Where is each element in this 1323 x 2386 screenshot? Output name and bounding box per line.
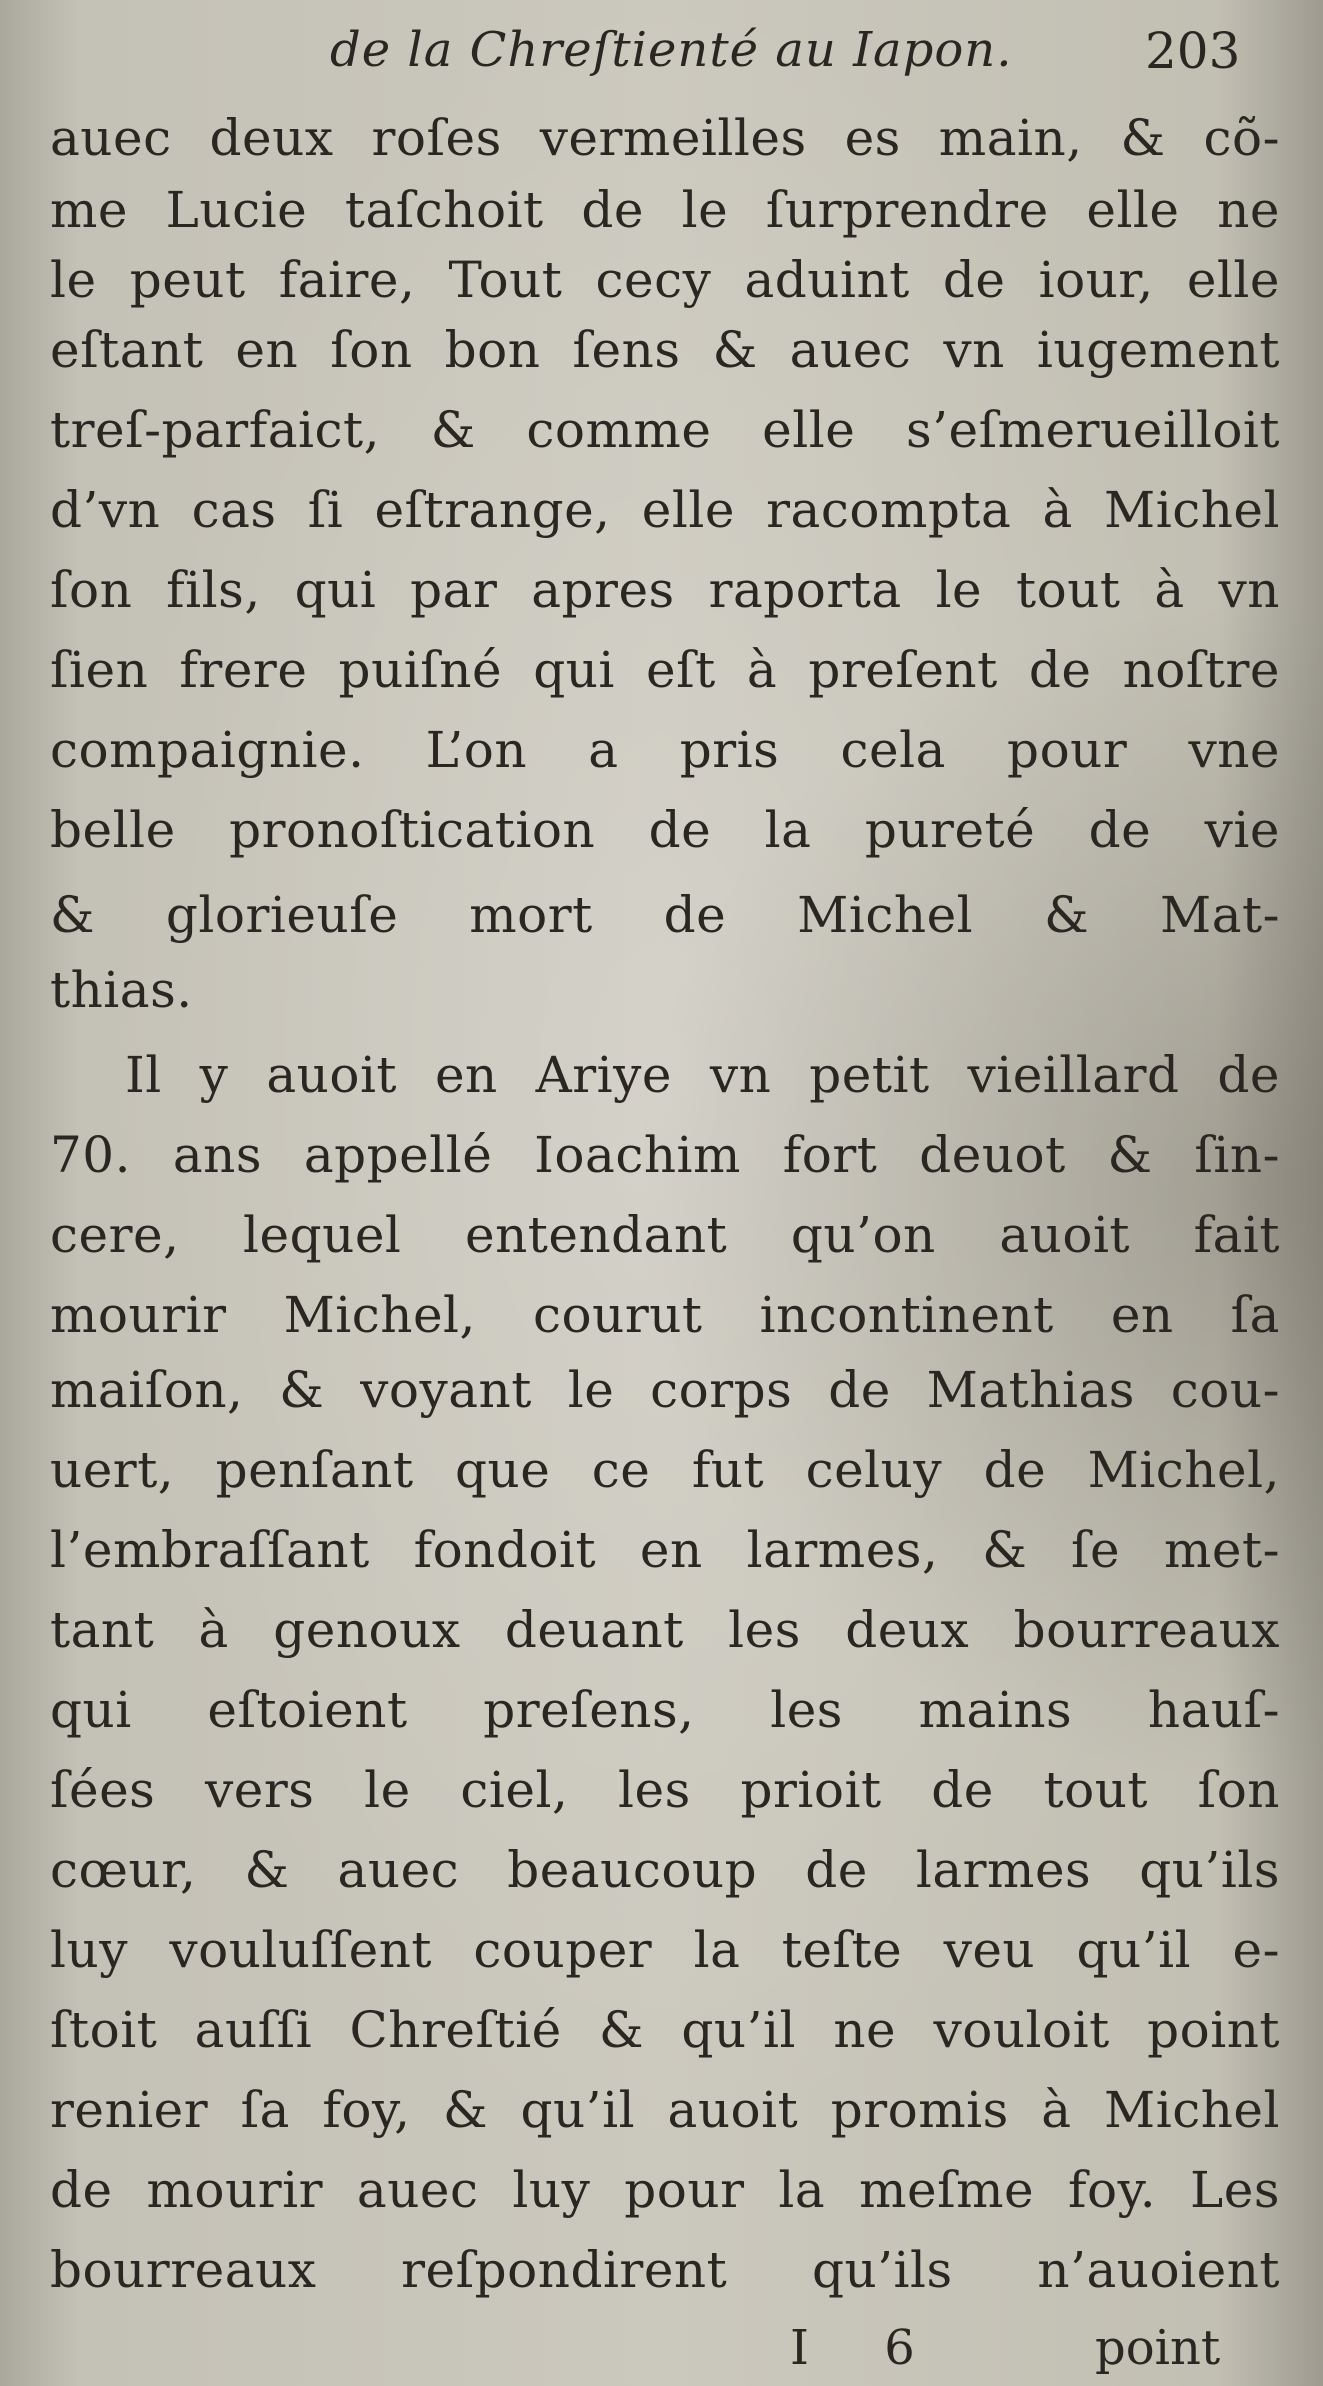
page-number: 203	[1145, 22, 1241, 80]
text-line: tant à genoux deuant les deux bourreaux	[50, 1601, 1280, 1659]
text-line: ſien frere puiſné qui eſt à preſent de noſtre	[50, 641, 1280, 699]
text-line: thias.	[50, 961, 193, 1019]
text-line: ſées vers le ciel, les prioit de tout ſon	[50, 1761, 1280, 1819]
text-line: d’vn cas ſi eſtrange, elle racompta à Michel	[50, 481, 1280, 539]
text-line: & glorieuſe mort de Michel & Mat-	[50, 886, 1280, 944]
text-line: me Lucie taſchoit de le ſurprendre elle ne	[50, 181, 1280, 239]
text-line: mourir Michel, courut incontinent en ſa	[50, 1286, 1280, 1344]
catchword: point	[1095, 2320, 1221, 2376]
text-line: compaignie. L’on a pris cela pour vne	[50, 721, 1280, 779]
signature-mark: I 6	[790, 2320, 945, 2376]
text-line: ſtoit auſſi Chreſtié & qu’il ne vouloit point	[50, 2001, 1280, 2059]
text-line: qui eſtoient preſens, les mains hauſ-	[50, 1681, 1280, 1739]
text-line: ſon fils, qui par apres raporta le tout à vn	[50, 561, 1280, 619]
text-line: uert, penſant que ce fut celuy de Michel,	[50, 1441, 1280, 1499]
text-line: cœur, & auec beaucoup de larmes qu’ils	[50, 1841, 1280, 1899]
text-line: renier ſa foy, & qu’il auoit promis à Michel	[50, 2081, 1280, 2139]
paragraph-start-line: Il y auoit en Ariye vn petit vieillard de	[125, 1046, 1280, 1104]
text-line: treſ-parfaict, & comme elle s’eſmerueilloit	[50, 401, 1280, 459]
text-line: eſtant en ſon bon ſens & auec vn iugement	[50, 321, 1280, 379]
text-line: luy vouluſſent couper la teſte veu qu’il e-	[50, 1921, 1280, 1979]
text-line: belle pronoſtication de la pureté de vie	[50, 801, 1280, 859]
running-head: de la Chreſtienté au Iapon.	[330, 22, 1013, 78]
text-line: bourreaux reſpondirent qu’ils n’auoient	[50, 2241, 1280, 2299]
text-line: 70. ans appellé Ioachim fort deuot & ſin-	[50, 1126, 1280, 1184]
text-line: auec deux roſes vermeilles es main, & cõ-	[50, 109, 1280, 167]
text-line: de mourir auec luy pour la meſme foy. Les	[50, 2161, 1280, 2219]
text-line: maiſon, & voyant le corps de Mathias cou-	[50, 1361, 1280, 1419]
page-footer	[0, 2320, 1323, 2380]
text-line: l’embraſſant fondoit en larmes, & ſe met-	[50, 1521, 1280, 1579]
text-line: le peut faire, Tout cecy aduint de iour, elle	[50, 251, 1280, 309]
text-line: cere, lequel entendant qu’on auoit fait	[50, 1206, 1280, 1264]
